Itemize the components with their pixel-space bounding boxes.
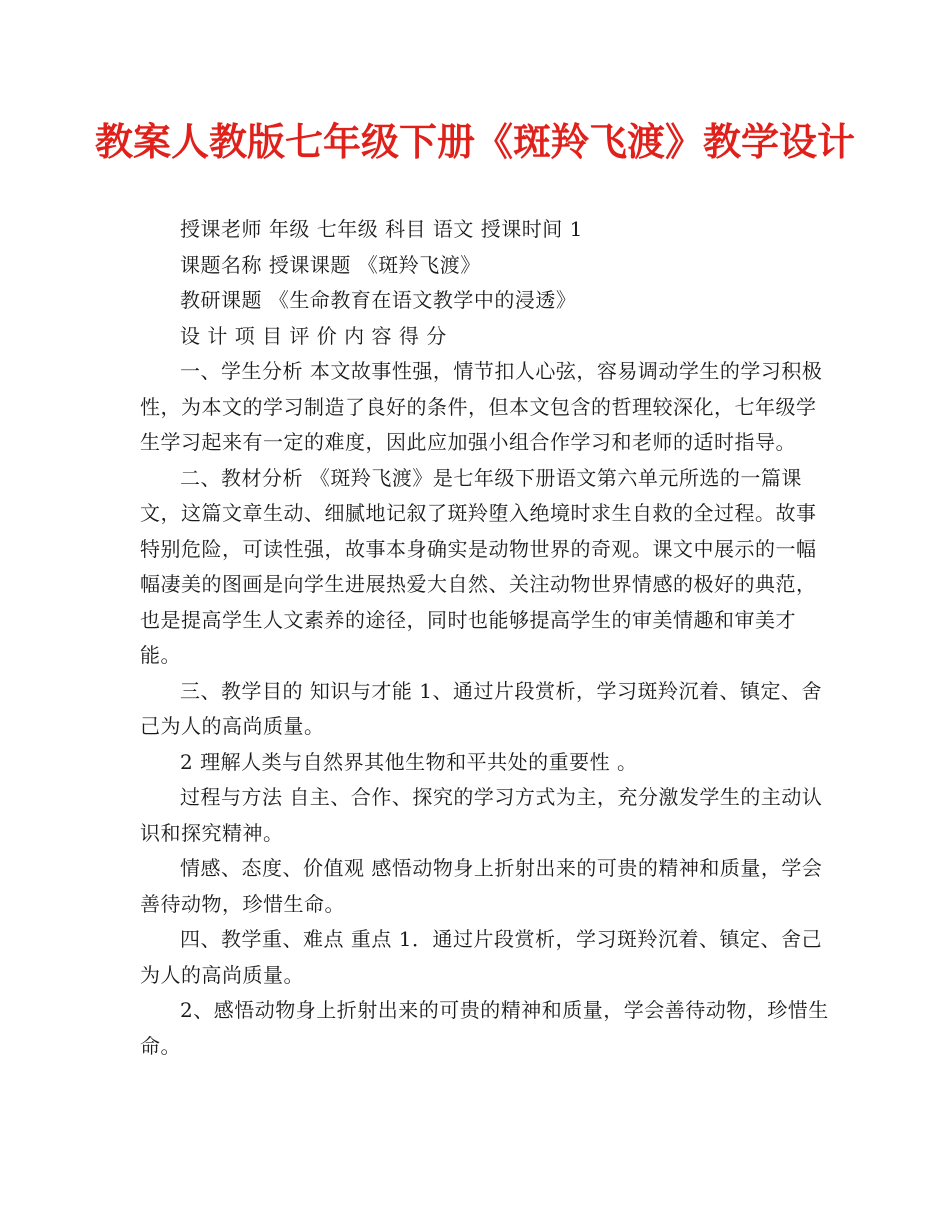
- paragraph-teacher-info: 授课老师 年级 七年级 科目 语文 授课时间 1: [180, 217, 583, 241]
- paragraph-goal-2: 2 理解人类与自然界其他生物和平共处的重要性 。: [180, 749, 638, 774]
- document-title: 教案人教版七年级下册《斑羚飞渡》教学设计: [94, 120, 855, 164]
- paragraph-student-analysis: 一、学生分析 本文故事性强，情节扣人心弦，容易调动学生的学习积极性，为本文的学习制造了良好的条件，但本文包含的哲理较深化，七年级学生学习起来有一定的难度，因此应加强小组合作学习和老师的适时指导。: [140, 359, 823, 454]
- paragraph-teaching-goals: 三、教学目的 知识与才能 1、通过片段赏析，学习斑羚沉着、镇定、舍己为人的高尚质量。: [140, 678, 822, 738]
- paragraph-emotion-values: 情感、态度、价值观 感悟动物身上折射出来的可贵的精神和质量，学会善待动物，珍惜生命。: [140, 856, 823, 916]
- document-body: [140, 212, 830, 1064]
- paragraph-key-points: 四、教学重、难点 重点 1．通过片段赏析，学习斑羚沉着、镇定、舍己为人的高尚质量。: [140, 927, 822, 987]
- paragraph-design-header: 设 计 项 目 评 价 内 容 得 分: [180, 323, 447, 348]
- paragraph-material-analysis: 二、教材分析 《斑羚飞渡》是七年级下册语文第六单元所选的一篇课文，这篇文章生动、细腻地记叙了斑羚堕入绝境时求生自救的全过程。故事特别危险，可读性强，故事本身确实是动物世界的奇观。课文中展示的一幅幅凄美的图画是向学生进展热爱大自然、关注动物世界情感的极好的典范，也是提高学生人文素养的途径，同时也能够提高学生的审美情趣和审美才能。: [140, 465, 817, 667]
- paragraph-lesson-name: 课题名称 授课课题 《斑羚飞渡》: [180, 252, 481, 277]
- paragraph-research-topic: 教研课题 《生命教育在语文教学中的浸透》: [180, 288, 577, 312]
- paragraph-process-method: 过程与方法 自主、合作、探究的学习方式为主，充分激发学生的主动认识和探究精神。: [140, 785, 823, 845]
- paragraph-key-point-2: 2、感悟动物身上折射出来的可贵的精神和质量，学会善待动物，珍惜生命。: [140, 998, 829, 1058]
